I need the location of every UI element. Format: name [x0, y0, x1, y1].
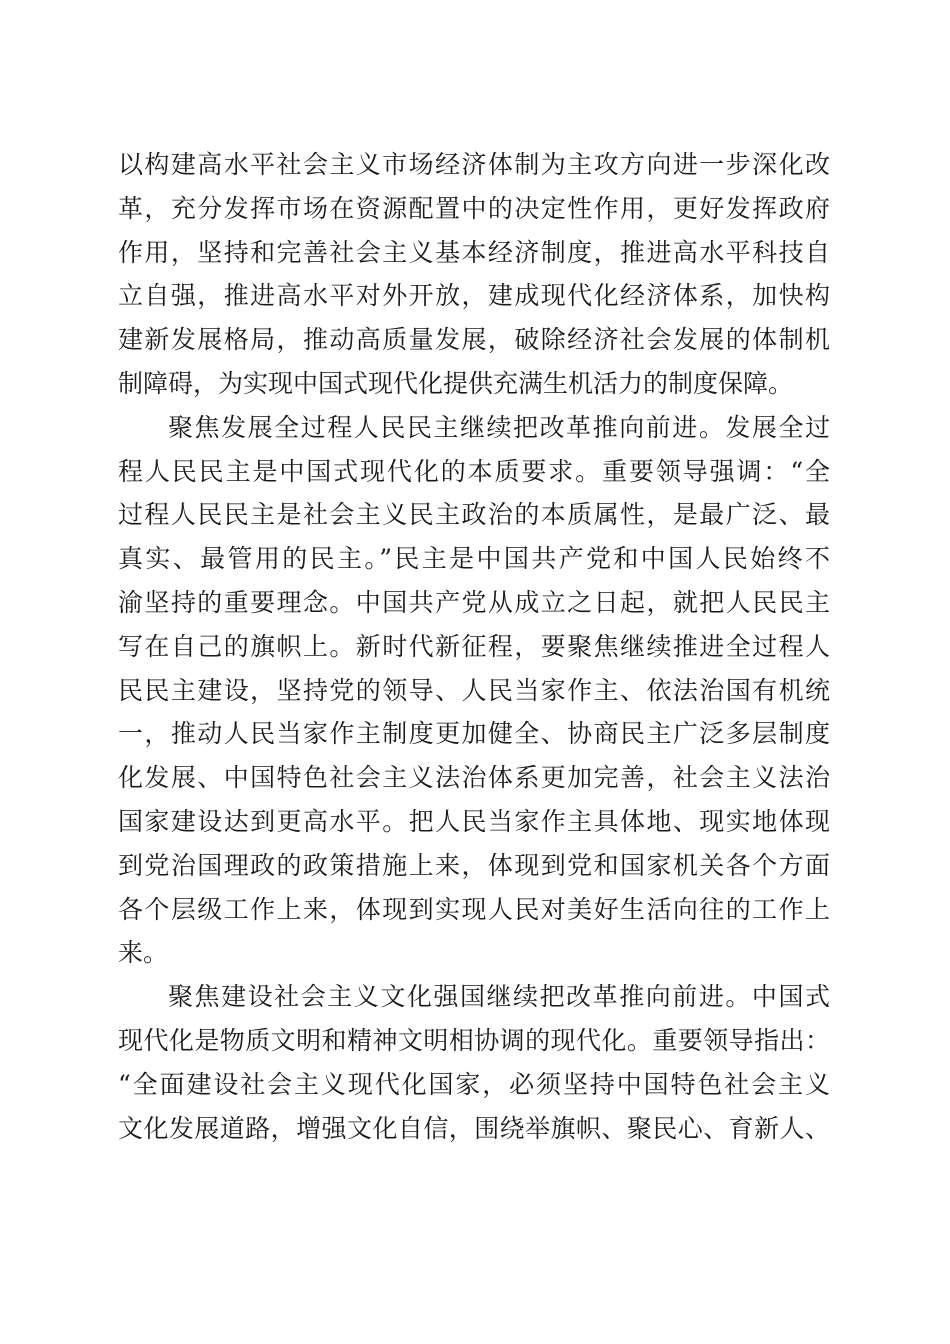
text-line: 建新发展格局，推动高质量发展，破除经济社会发展的体制机	[118, 325, 830, 355]
text-line: “全面建设社会主义现代化国家，必须坚持中国特色社会主义	[118, 1069, 830, 1099]
text-line: 以构建高水平社会主义市场经济体制为主攻方向进一步深化改	[118, 150, 830, 179]
text-line: 渝坚持的重要理念。中国共产党从成立之日起，就把人民民主	[118, 587, 830, 617]
text-line: 制障碍，为实现中国式现代化提供充满生机活力的制度保障。	[118, 368, 794, 398]
text-line: 化发展、中国特色社会主义法治体系更加完善，社会主义法治	[118, 763, 830, 793]
paragraph-first-line: 聚焦发展全过程人民民主继续把改革推向前进。发展全过	[168, 412, 830, 442]
text-line: 写在自己的旗帜上。新时代新征程，要聚焦继续推进全过程人	[118, 631, 830, 661]
text-line: 国家建设达到更高水平。把人民当家作主具体地、现实地体现	[118, 806, 830, 836]
text-line: 一，推动人民当家作主制度更加健全、协商民主广泛多层制度	[118, 719, 830, 749]
text-line: 过程人民民主是社会主义民主政治的本质属性，是最广泛、最	[118, 500, 830, 530]
text-line: 现代化是物质文明和精神文明相协调的现代化。重要领导指出：	[118, 1025, 830, 1055]
text-line: 立自强，推进高水平对外开放，建成现代化经济体系，加快构	[118, 281, 830, 311]
text-line: 程人民民主是中国式现代化的本质要求。重要领导强调：“全	[118, 456, 830, 486]
body-text	[118, 143, 830, 1150]
text-line: 文化发展道路，增强文化自信，围绕举旗帜、聚民心、育新人、	[118, 1113, 830, 1143]
text-line: 作用，坚持和完善社会主义基本经济制度，推进高水平科技自	[118, 237, 830, 267]
text-line: 到党治国理政的政策措施上来，体现到党和国家机关各个方面	[118, 850, 830, 880]
text-line: 革，充分发挥市场在资源配置中的决定性作用，更好发挥政府	[118, 193, 830, 223]
text-line: 各个层级工作上来，体现到实现人民对美好生活向往的工作上	[118, 894, 830, 924]
paragraph-first-line: 聚焦建设社会主义文化强国继续把改革推向前进。中国式	[168, 982, 830, 1012]
text-line: 真实、最管用的民主。”民主是中国共产党和中国人民始终不	[118, 544, 830, 574]
text-line: 民民主建设，坚持党的领导、人民当家作主、依法治国有机统	[118, 675, 830, 705]
text-line: 来。	[118, 938, 169, 968]
